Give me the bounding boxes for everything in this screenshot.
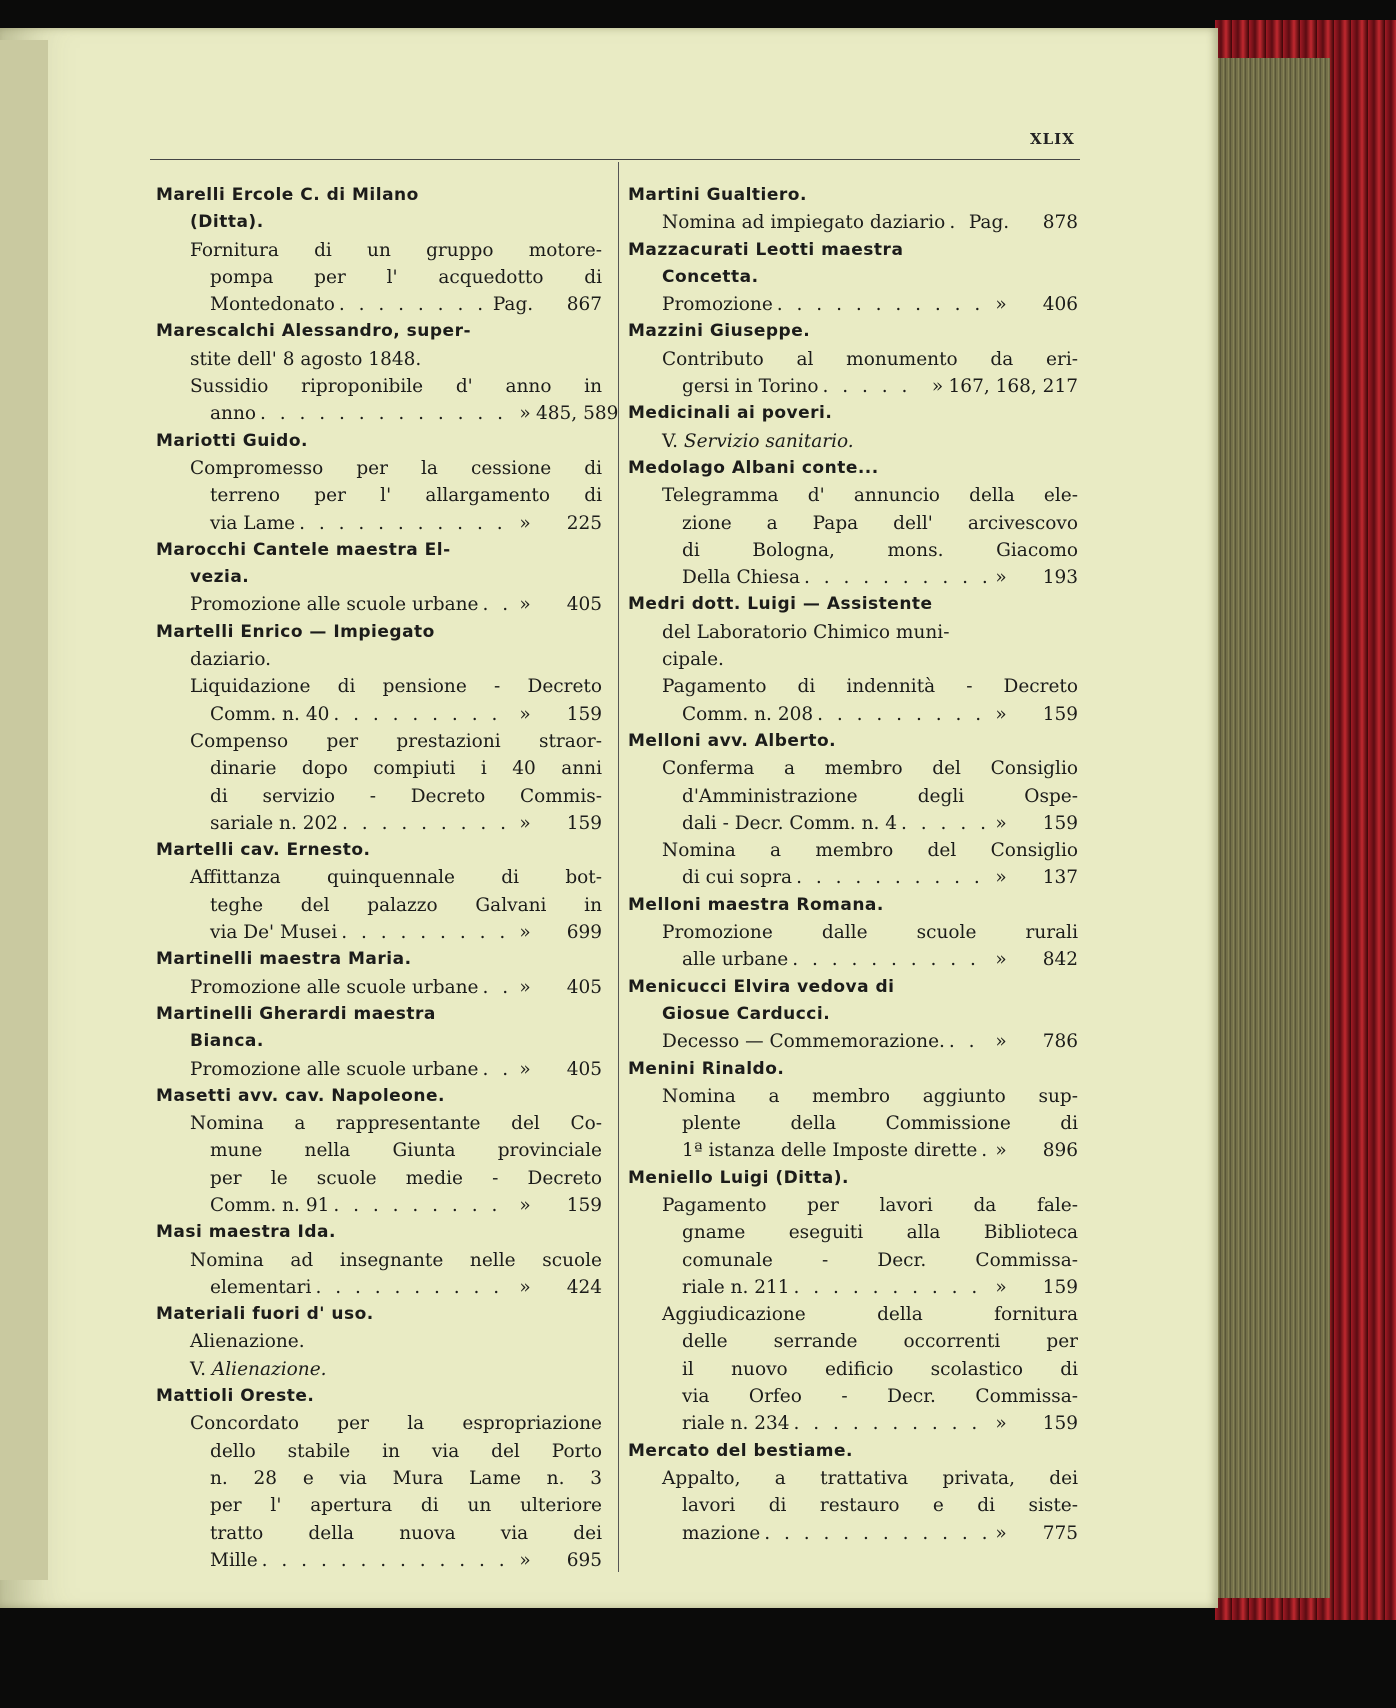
entry-heading: Menini Rinaldo. [628, 1058, 785, 1079]
index-entry-line [156, 510, 602, 537]
entry-text: via Lame [210, 512, 296, 534]
index-entry-line [628, 373, 1078, 400]
right-column [628, 182, 1078, 1547]
leader-dots [341, 919, 510, 946]
leader-dots [333, 701, 510, 728]
cross-reference [156, 1356, 602, 1383]
entry-text: sariale n. 202 [210, 812, 339, 834]
page-reference: 424 [566, 1276, 602, 1298]
cross-reference-prefix: V. [190, 1358, 212, 1380]
entry-heading: Marescalchi Alessandro, super- [156, 321, 472, 342]
entry-description: daziario. [190, 649, 272, 671]
leader-dots [315, 1274, 510, 1301]
entry-heading: Menicucci Elvira vedova di [628, 976, 895, 997]
entry-heading: Melloni avv. Alberto. [628, 730, 837, 751]
entry-heading: Mazzacurati Leotti maestra [628, 239, 904, 260]
page-marker: » [995, 1413, 1007, 1435]
entry-text: Della Chiesa [682, 567, 800, 589]
entry-subject: Compromesso per la cessione di [190, 457, 602, 479]
page-marker: » [995, 1031, 1007, 1053]
page-reference: 137 [1042, 867, 1078, 889]
entry-subject: Affittanza quinquennale di bot- [190, 867, 602, 889]
leader-dots [804, 564, 986, 591]
entry-text: Nomina ad impiegato daziario [662, 212, 946, 234]
entry-subject-continuation: via Orfeo - Decr. Commissa- [682, 1386, 1078, 1408]
page-marker: » [519, 1194, 531, 1216]
leader-dots [796, 864, 986, 891]
entry-subject-continuation: delle serrande occorrenti per [682, 1331, 1078, 1353]
page-marker: » [995, 703, 1007, 725]
entry-text: gersi in Torino [682, 376, 819, 398]
leader-dots [901, 810, 986, 837]
index-entry-line [156, 400, 619, 427]
page-marker: » [519, 1058, 531, 1080]
index-entry-line [628, 564, 1078, 591]
entry-subject: Pagamento di indennità - Decreto [662, 676, 1078, 698]
index-entry-line [156, 810, 602, 837]
leader-dots [342, 810, 510, 837]
page-edges [1212, 58, 1330, 1598]
entry-subject-continuation: per l' apertura di un ulteriore [210, 1495, 602, 1517]
leader-dots [949, 1028, 986, 1055]
index-entry-line [628, 701, 1078, 728]
entry-subject-continuation: tratto della nuova via dei [210, 1522, 602, 1544]
entry-text: Promozione alle scuole urbane [190, 976, 479, 998]
page-reference: 405 [566, 594, 602, 616]
leader-dots [339, 291, 486, 318]
page-marker: » [995, 867, 1007, 889]
entry-heading: Mattioli Oreste. [156, 1386, 315, 1407]
entry-subject: Telegramma d' annuncio della ele- [662, 485, 1078, 507]
entry-subject: Pagamento per lavori da fale- [662, 1194, 1078, 1216]
leader-dots [764, 1520, 986, 1547]
entry-subject: Contributo al monumento da eri- [662, 348, 1078, 370]
page-reference: 159 [1042, 812, 1078, 834]
page-reference: 695 [566, 1549, 602, 1571]
index-entry-line [156, 1192, 602, 1219]
page-reference: 159 [566, 1194, 602, 1216]
index-entry-line [156, 1056, 602, 1083]
entry-text: Montedonato [210, 294, 335, 316]
page-reference: 159 [566, 703, 602, 725]
entry-subject-continuation: dello stabile in via del Porto [210, 1440, 602, 1462]
page-reference: 405 [566, 976, 602, 998]
page-reference: 159 [566, 812, 602, 834]
page-marker: » [519, 594, 531, 616]
page-marker: » [995, 1276, 1007, 1298]
entry-text: alle urbane [682, 949, 789, 971]
entry-subject: Appalto, a trattativa privata, dei [662, 1467, 1078, 1489]
entry-subject-continuation: terreno per l' allargamento di [210, 485, 602, 507]
entry-heading: Martinelli Gherardi maestra [156, 1003, 436, 1024]
index-entry-line [628, 1520, 1078, 1547]
entry-text: Promozione [662, 294, 773, 316]
leader-dots [794, 1410, 986, 1437]
index-entry-line [156, 1274, 602, 1301]
page-reference: 159 [1042, 703, 1078, 725]
entry-subject: Alienazione. [190, 1331, 305, 1353]
entry-subject-continuation: teghe del palazzo Galvani in [210, 894, 602, 916]
leader-dots [483, 591, 511, 618]
leader-dots [794, 1274, 986, 1301]
page-reference: 896 [1042, 1140, 1078, 1162]
page-reference: 699 [566, 922, 602, 944]
entry-heading: Mariotti Guido. [156, 430, 308, 451]
leader-dots [483, 974, 511, 1001]
index-entry-line [156, 919, 602, 946]
entry-heading: Martinelli maestra Maria. [156, 949, 412, 970]
entry-subject: Nomina a rappresentante del Co- [190, 1113, 602, 1135]
leader-dots [817, 701, 986, 728]
page-reference: 485, 589 [536, 403, 619, 425]
entry-heading: Mazzini Giuseppe. [628, 321, 811, 342]
leader-dots [299, 510, 510, 537]
page-marker: » [995, 812, 1007, 834]
entry-description: stite dell' 8 agosto 1848. [190, 348, 422, 370]
page-marker: » [519, 976, 531, 998]
cross-reference-prefix: V. [662, 430, 684, 452]
cross-reference-target: Alienazione. [211, 1358, 327, 1380]
page-reference: 786 [1042, 1031, 1078, 1053]
entry-heading: Marocchi Cantele maestra El- [156, 539, 451, 560]
entry-heading: Martini Gualtiero. [628, 185, 807, 205]
leader-dots [483, 1056, 511, 1083]
page-marker: » [995, 1522, 1007, 1544]
page-reference: 775 [1042, 1522, 1078, 1544]
index-entry-line [628, 946, 1078, 973]
leader-dots [792, 946, 986, 973]
entry-heading: Medri dott. Luigi — Assistente [628, 594, 933, 615]
entry-text: Comm. n. 91 [210, 1194, 330, 1216]
entry-text: dali - Decr. Comm. n. 4 [682, 812, 898, 834]
page-reference: 878 [1042, 212, 1078, 234]
entry-text: mazione [682, 1522, 761, 1544]
entry-heading: Mercato del bestiame. [628, 1440, 853, 1461]
entry-subject-continuation: per le scuole medie - Decreto [210, 1167, 602, 1189]
page-reference: 225 [566, 512, 602, 534]
page-reference: 867 [566, 294, 602, 316]
entry-text: Mille [210, 1549, 258, 1571]
entry-heading-continuation: vezia. [190, 567, 250, 588]
index-entry-line [628, 1410, 1078, 1437]
index-entry-line [156, 701, 602, 728]
entry-subject: Liquidazione di pensione - Decreto [190, 676, 602, 698]
entry-subject-continuation: gname eseguiti alla Biblioteca [682, 1222, 1078, 1244]
page-marker: » [931, 376, 944, 398]
index-entry-line [628, 291, 1078, 318]
entry-subject: Nomina ad insegnante nelle scuole [190, 1249, 602, 1271]
page-reference: 159 [1042, 1276, 1078, 1298]
entry-subject: Aggiudicazione della fornitura [662, 1304, 1078, 1326]
entry-text: 1ª istanza delle Imposte dirette [682, 1140, 978, 1162]
page-marker: » [519, 922, 531, 944]
entry-text: anno [210, 403, 256, 425]
index-entry-line [628, 810, 1078, 837]
leader-dots [777, 291, 986, 318]
page-marker: » [995, 567, 1007, 589]
index-entry-line [156, 974, 602, 1001]
cross-reference-target: Servizio sanitario. [683, 430, 854, 452]
entry-text: Promozione alle scuole urbane [190, 1058, 479, 1080]
entry-text: di cui sopra [682, 867, 793, 889]
entry-subject: Fornitura di un gruppo motore- [190, 239, 602, 261]
entry-subject: Nomina a membro aggiunto sup- [662, 1085, 1078, 1107]
page-marker: » [519, 812, 531, 834]
page-marker: » [519, 1549, 531, 1571]
entry-heading: Masi maestra Ida. [156, 1222, 336, 1243]
entry-subject: Compenso per prestazioni straor- [190, 730, 602, 752]
entry-heading-continuation: (Ditta). [190, 212, 264, 233]
column-divider [618, 162, 619, 1572]
entry-subject: Promozione dalle scuole rurali [662, 922, 1078, 944]
page-reference: 406 [1042, 294, 1078, 316]
entry-heading: Meniello Luigi (Ditta). [628, 1167, 849, 1188]
page-marker: » [519, 512, 531, 534]
page-marker: » [519, 703, 531, 725]
page-reference: 405 [566, 1058, 602, 1080]
entry-subject-continuation: zione a Papa dell' arcivescovo [682, 512, 1078, 534]
entry-subject-continuation: comunale - Decr. Commissa- [682, 1249, 1078, 1271]
index-entry-line [156, 291, 602, 318]
entry-description: del Laboratorio Chimico muni- [662, 621, 950, 643]
entry-heading: Melloni maestra Romana. [628, 894, 884, 915]
entry-heading: Martelli cav. Ernesto. [156, 840, 371, 861]
entry-heading: Masetti avv. cav. Napoleone. [156, 1085, 445, 1106]
page-reference: 159 [1042, 1413, 1078, 1435]
index-entry-line [628, 209, 1078, 236]
entry-text: riale n. 211 [682, 1276, 790, 1298]
entry-subject: Sussidio riproponibile d' anno in [190, 376, 602, 398]
previous-page-edge [0, 40, 48, 1580]
index-entry-line [628, 1028, 1078, 1055]
leader-dots [260, 400, 510, 427]
entry-description: cipale. [662, 649, 724, 671]
left-column [156, 182, 619, 1574]
entry-subject: Nomina a membro del Consiglio [662, 840, 1078, 862]
entry-subject: Concordato per la espropriazione [190, 1413, 602, 1435]
index-entry-line [628, 864, 1078, 891]
index-entry-line [156, 1547, 602, 1574]
page-marker: Pag. [492, 294, 534, 316]
leader-dots [823, 373, 923, 400]
page-reference: 193 [1042, 567, 1078, 589]
entry-subject-continuation: plente della Commissione di [682, 1113, 1078, 1135]
header-rule [150, 159, 1080, 160]
leader-dots [333, 1192, 510, 1219]
entry-subject-continuation: lavori di restauro e di siste- [682, 1495, 1078, 1517]
entry-heading-continuation: Bianca. [190, 1031, 264, 1052]
entry-heading: Materiali fuori d' uso. [156, 1304, 374, 1325]
leader-dots [981, 1137, 986, 1164]
entry-text: Decesso — Commemorazione. [662, 1031, 945, 1053]
entry-subject-continuation: dinarie dopo compiuti i 40 anni [210, 758, 602, 780]
cross-reference [628, 428, 1078, 455]
entry-subject-continuation: di Bologna, mons. Giacomo [682, 539, 1078, 561]
entry-subject-continuation: pompa per l' acquedotto di [210, 266, 602, 288]
entry-subject-continuation: n. 28 e via Mura Lame n. 3 [210, 1467, 602, 1489]
entry-subject: Conferma a membro del Consiglio [662, 758, 1078, 780]
entry-text: via De' Musei [210, 922, 338, 944]
entry-subject-continuation: di servizio - Decreto Commis- [210, 785, 602, 807]
page-number-header: XLIX [1030, 130, 1075, 148]
entry-text: Comm. n. 40 [210, 703, 330, 725]
entry-heading: Marelli Ercole C. di Milano [156, 185, 419, 205]
index-entry-line [156, 591, 602, 618]
entry-heading: Martelli Enrico — Impiegato [156, 621, 435, 642]
leader-dots [262, 1547, 510, 1574]
entry-subject-continuation: il nuovo edificio scolastico di [682, 1358, 1078, 1380]
page-marker: » [995, 294, 1007, 316]
leader-dots [949, 209, 962, 236]
entry-text: Promozione alle scuole urbane [190, 594, 479, 616]
entry-heading-continuation: Giosue Carducci. [662, 1003, 831, 1024]
page-marker: » [995, 949, 1007, 971]
entry-subject-continuation: mune nella Giunta provinciale [210, 1140, 602, 1162]
entry-subject-continuation: d'Amministrazione degli Ospe- [682, 785, 1078, 807]
index-entry-line [628, 1137, 1078, 1164]
page-marker: » [519, 403, 531, 425]
entry-text: Comm. n. 208 [682, 703, 814, 725]
page-reference: 167, 168, 217 [948, 376, 1078, 398]
index-entry-line [628, 1274, 1078, 1301]
page-marker: » [995, 1140, 1007, 1162]
entry-heading-continuation: Concetta. [662, 266, 759, 287]
page-marker: » [519, 1276, 531, 1298]
page-marker: Pag. [968, 212, 1010, 234]
entry-heading: Medicinali ai poveri. [628, 403, 833, 424]
entry-text: riale n. 234 [682, 1413, 790, 1435]
entry-text: elementari [210, 1276, 312, 1298]
page-reference: 842 [1042, 949, 1078, 971]
entry-heading: Medolago Albani conte... [628, 457, 879, 478]
